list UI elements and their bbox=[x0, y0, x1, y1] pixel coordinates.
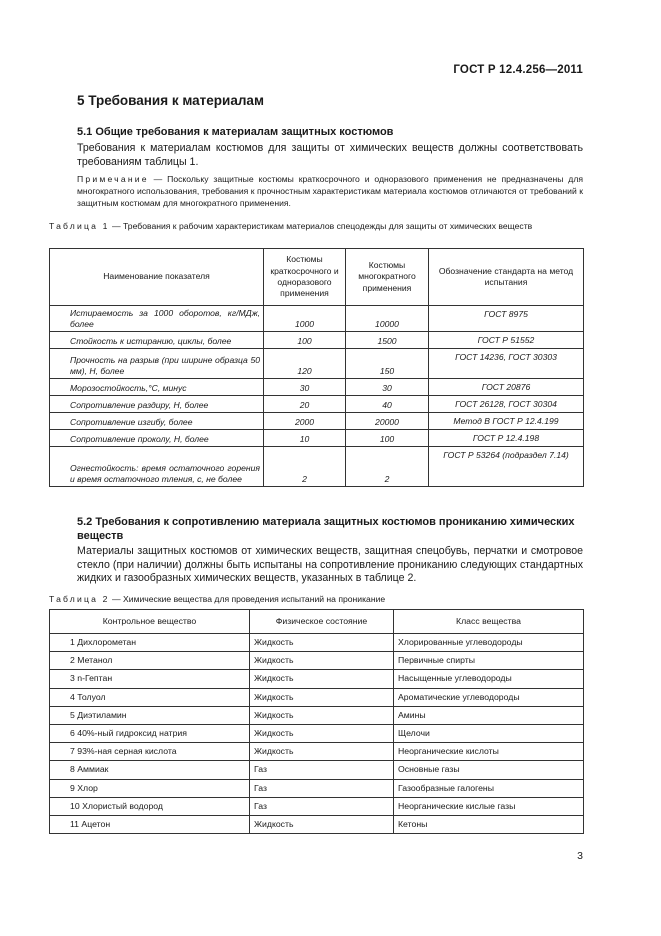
cell-std: ГОСТ Р 53264 (подраздел 7.14) bbox=[429, 447, 584, 487]
table-row bbox=[50, 815, 584, 833]
section-5-2-title: 5.2 Требования к сопротивлению материала защитных костюмов прониканию химических веществ bbox=[77, 516, 575, 542]
table-row bbox=[50, 332, 584, 349]
cell-substance: 2 Метанол bbox=[50, 652, 250, 670]
cell-state: Жидкость bbox=[250, 815, 394, 833]
cell-name: Истираемость за 1000 оборотов, кг/МДж, более bbox=[50, 306, 264, 332]
cell-class: Основные газы bbox=[394, 761, 584, 779]
cell-class: Ароматические углеводороды bbox=[394, 688, 584, 706]
table-2-caption-text: — Химические вещества для проведения испытаний на проникание bbox=[109, 594, 386, 604]
cell-state: Жидкость bbox=[250, 670, 394, 688]
cell-state: Жидкость bbox=[250, 652, 394, 670]
table-1-header-multi: Костюмы многократного применения bbox=[346, 249, 429, 306]
cell-std: ГОСТ Р 51552 bbox=[429, 332, 584, 349]
section-5-1-paragraph-text: Требования к материалам костюмов для защиты от химических веществ должны соответствовать требованиям таблицы 1. bbox=[77, 142, 583, 168]
cell-substance: 4 Толуол bbox=[50, 688, 250, 706]
section-5-1-paragraph bbox=[77, 142, 583, 169]
cell-class: Неорганические кислые газы bbox=[394, 797, 584, 815]
note-label: Примечание bbox=[77, 174, 149, 184]
cell-multi: 100 bbox=[346, 430, 429, 447]
cell-class: Хлорированные углеводороды bbox=[394, 634, 584, 652]
table-2-caption-label: Таблица 2 bbox=[49, 594, 110, 604]
table-1-header-short: Костюмы краткосрочного и одноразового применения bbox=[264, 249, 346, 306]
table-row bbox=[50, 396, 584, 413]
cell-state: Жидкость bbox=[250, 724, 394, 742]
section-5-1-note bbox=[77, 174, 583, 209]
table-row bbox=[50, 634, 584, 652]
section-5-2-paragraph: Материалы защитных костюмов от химических веществ, защитная спецобувь, перчатки и смотровое стекло (при наличии) должны быть испытаны на сопротивление прониканию следующих стандартных жидких и газообразных химических веществ, указанных в таблице 2. bbox=[77, 545, 583, 585]
cell-name: Стойкость к истиранию, циклы, более bbox=[50, 332, 264, 349]
cell-class: Амины bbox=[394, 706, 584, 724]
table-1-caption-label: Таблица 1 bbox=[49, 221, 110, 231]
cell-short: 120 bbox=[264, 349, 346, 379]
table-row bbox=[50, 743, 584, 761]
cell-std: ГОСТ 14236, ГОСТ 30303 bbox=[429, 349, 584, 379]
cell-name: Прочность на разрыв (при ширине образца 50 мм), Н, более bbox=[50, 349, 264, 379]
table-row bbox=[50, 652, 584, 670]
table-row bbox=[50, 670, 584, 688]
cell-substance: 6 40%-ный гидроксид натрия bbox=[50, 724, 250, 742]
cell-class: Первичные спирты bbox=[394, 652, 584, 670]
table-row bbox=[50, 724, 584, 742]
cell-state: Жидкость bbox=[250, 634, 394, 652]
cell-name: Сопротивление раздиру, Н, более bbox=[50, 396, 264, 413]
table-row bbox=[50, 306, 584, 332]
cell-state: Жидкость bbox=[250, 743, 394, 761]
cell-multi: 40 bbox=[346, 396, 429, 413]
table-1-caption-text: — Требования к рабочим характеристикам материалов спецодежды для защиты от химических веществ bbox=[109, 221, 533, 231]
table-2-header-row bbox=[50, 610, 584, 634]
cell-state: Жидкость bbox=[250, 688, 394, 706]
page-number: 3 bbox=[577, 850, 583, 862]
cell-state: Газ bbox=[250, 761, 394, 779]
table-1-caption bbox=[49, 221, 583, 233]
cell-class: Кетоны bbox=[394, 815, 584, 833]
cell-short: 1000 bbox=[264, 306, 346, 332]
table-1-header-std: Обозначение стандарта на метод испытания bbox=[429, 249, 584, 306]
table-row bbox=[50, 349, 584, 379]
cell-class: Неорганические кислоты bbox=[394, 743, 584, 761]
cell-state: Газ bbox=[250, 797, 394, 815]
cell-state: Газ bbox=[250, 779, 394, 797]
table-row bbox=[50, 779, 584, 797]
cell-multi: 30 bbox=[346, 379, 429, 396]
document-code: ГОСТ Р 12.4.256—2011 bbox=[453, 64, 583, 76]
cell-short: 20 bbox=[264, 396, 346, 413]
cell-short: 2000 bbox=[264, 413, 346, 430]
cell-substance: 11 Ацетон bbox=[50, 815, 250, 833]
table-row bbox=[50, 761, 584, 779]
cell-state: Жидкость bbox=[250, 706, 394, 724]
cell-multi: 1500 bbox=[346, 332, 429, 349]
table-row bbox=[50, 797, 584, 815]
cell-short: 10 bbox=[264, 430, 346, 447]
section-5-1-title: 5.1 Общие требования к материалам защитных костюмов bbox=[77, 126, 394, 138]
cell-substance: 7 93%-ная серная кислота bbox=[50, 743, 250, 761]
cell-std: Метод В ГОСТ Р 12.4.199 bbox=[429, 413, 584, 430]
cell-std: ГОСТ 26128, ГОСТ 30304 bbox=[429, 396, 584, 413]
cell-multi: 150 bbox=[346, 349, 429, 379]
cell-substance: 1 Дихлорометан bbox=[50, 634, 250, 652]
table-1 bbox=[49, 248, 584, 487]
cell-multi: 10000 bbox=[346, 306, 429, 332]
table-2-caption bbox=[49, 594, 583, 606]
cell-std: ГОСТ Р 12.4.198 bbox=[429, 430, 584, 447]
cell-class: Газообразные галогены bbox=[394, 779, 584, 797]
cell-name: Огнестойкость: время остаточного горения и время остаточного тления, с, не более bbox=[50, 447, 264, 487]
cell-short: 2 bbox=[264, 447, 346, 487]
table-2 bbox=[49, 609, 584, 834]
cell-substance: 5 Диэтиламин bbox=[50, 706, 250, 724]
cell-std: ГОСТ 8975 bbox=[429, 306, 584, 332]
cell-name: Сопротивление изгибу, более bbox=[50, 413, 264, 430]
cell-multi: 20000 bbox=[346, 413, 429, 430]
cell-substance: 3 n-Гептан bbox=[50, 670, 250, 688]
table-row bbox=[50, 447, 584, 487]
table-row bbox=[50, 706, 584, 724]
cell-name: Морозостойкость,°С, минус bbox=[50, 379, 264, 396]
table-row bbox=[50, 688, 584, 706]
table-2-header-state: Физическое состояние bbox=[250, 610, 394, 634]
cell-std: ГОСТ 20876 bbox=[429, 379, 584, 396]
cell-short: 100 bbox=[264, 332, 346, 349]
cell-multi: 2 bbox=[346, 447, 429, 487]
note-text: — Поскольку защитные костюмы краткосрочного и одноразового применения не предназначены для многократного использования, требования к прочностным характеристикам материала костюмов отличаются от требований к защитным костюмам для многократного применения. bbox=[77, 174, 583, 208]
table-row bbox=[50, 430, 584, 447]
cell-class: Щелочи bbox=[394, 724, 584, 742]
table-1-header-name: Наименование показателя bbox=[50, 249, 264, 306]
table-row bbox=[50, 413, 584, 430]
table-1-header-row bbox=[50, 249, 584, 306]
cell-substance: 9 Хлор bbox=[50, 779, 250, 797]
table-row bbox=[50, 379, 584, 396]
section-5-title: 5 Требования к материалам bbox=[77, 93, 264, 108]
cell-name: Сопротивление проколу, Н, более bbox=[50, 430, 264, 447]
cell-substance: 10 Хлористый водород bbox=[50, 797, 250, 815]
cell-substance: 8 Аммиак bbox=[50, 761, 250, 779]
cell-class: Насыщенные углеводороды bbox=[394, 670, 584, 688]
table-2-header-substance: Контрольное вещество bbox=[50, 610, 250, 634]
cell-short: 30 bbox=[264, 379, 346, 396]
table-2-header-class: Класс вещества bbox=[394, 610, 584, 634]
